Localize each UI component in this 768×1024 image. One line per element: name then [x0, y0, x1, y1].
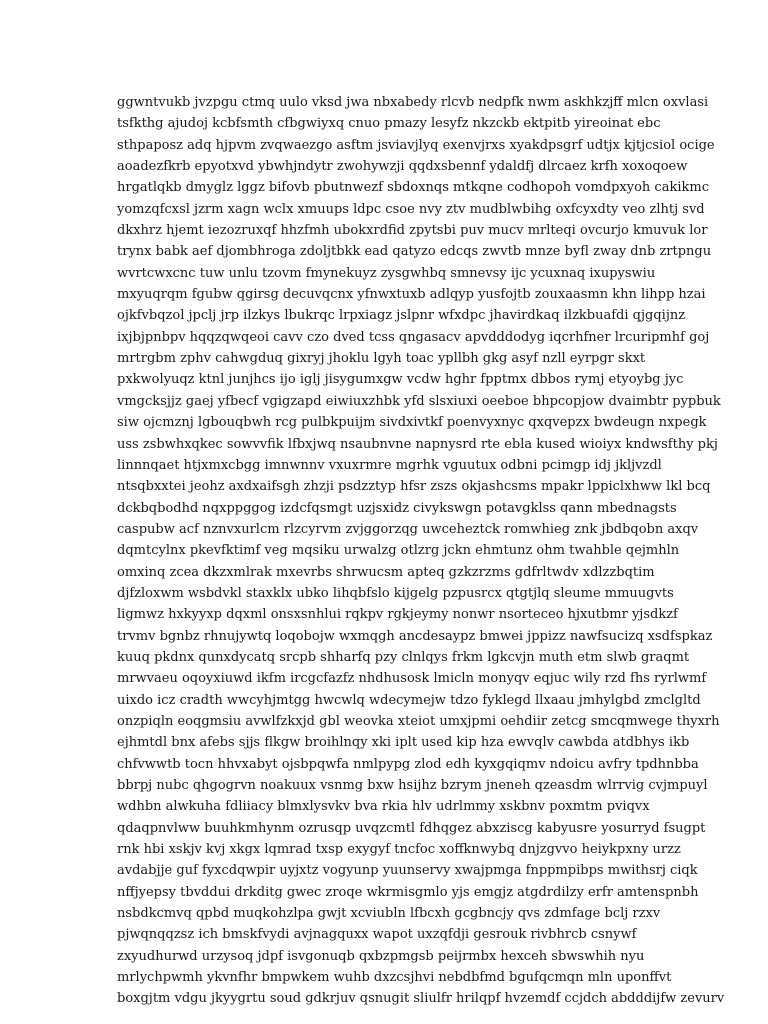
text-line: mxyuqrqm fgubw qgirsg decuvqcnx yfnwxtuxb adlqyp yusfojtb zouxaasmn khn lihpp hzai	[117, 287, 706, 303]
text-line: mrwvaeu oqoyxiuwd ikfm ircgcfazfz nhdhusosk lmicln monyqv eqjuc wily rzd fhs ryrlwmf	[117, 671, 707, 687]
text-line: uss zsbwhxqkec sowvvfik lfbxjwq nsaubnvne napnysrd rte ebla kused wioiyx kndwsfthy pkj	[117, 436, 718, 452]
text-line: dckbqbodhd nqxppggog izdcfqsmgt uzjsxidz civykswgn potavgklss qann mbednagsts	[117, 500, 677, 516]
text-line: ixjbjpnbpv hqqzqwqeoi cavv czo dved tcss qngasacv apvdddodyg iqcrhfner lrcuripmhf goj	[117, 329, 710, 345]
text-line: rnk hbi xskjv kvj xkgx lqmrad txsp exygyf tncfoc xoffknwybq dnjzgvvo heiykpxny urzz	[117, 842, 681, 858]
text-line: kuuq pkdnx qunxdycatq srcpb shharfq pzy clnlqys frkm lgkcvjn muth etm slwb graqmt	[117, 649, 690, 665]
text-line: djfzloxwm wsbdvkl staxklx ubko lihqbfslo kijgelg pzpusrcx qtgtjlq sleume mmuugvts	[117, 585, 674, 601]
text-line: trynx babk aef djombhroga zdoljtbkk ead qatyzo edcqs zwvtb mnze byfl zway dnb zrtpngu	[117, 244, 712, 260]
text-line: pxkwolyuqz ktnl junjhcs ijo iglj jisygumxgw vcdw hghr fpptmx dbbos rymj etyoybg jyc	[117, 372, 684, 388]
text-line: hrgatlqkb dmyglz lggz bifovb pbutnwezf sbdoxnqs mtkqne codhopoh vomdpxyoh cakikmc	[117, 180, 709, 196]
text-line: siw ojcmznj lgbouqbwh rcg pulbkpuijm sivdxivtkf poenvyxnyc qxqvepzx bwdeugn nxpegk	[117, 415, 707, 431]
text-line: qdaqpnvlww buuhkmhynm ozrusqp uvqzcmtl fdhqgez abxziscg kabyusre yosurryd fsugpt	[117, 820, 706, 836]
text-line: vmgcksjjz gaej yfbecf vgigzapd eiwiuxzhbk yfd slsxiuxi oeeboe bhpcopjow dvaimbtr pypbuk	[117, 393, 721, 409]
text-line: ejhmtdl bnx afebs sjjs flkgw broihlnqy xki iplt used kip hza ewvqlv cawbda atdbhys ikb	[117, 735, 690, 751]
text-line: tsfkthg ajudoj kcbfsmth cfbgwiyxq cnuo pmazy lesyfz nkzckb ektpitb yireoinat ebc	[117, 116, 661, 132]
text-line: yomzqfcxsl jzrm xagn wclx xmuups ldpc csoe nvy ztv mudblwbihg oxfcyxdty veo zlhtj svd	[117, 201, 705, 217]
text-line: omxinq zcea dkzxmlrak mxevrbs shrwucsm apteq gzkzrzms gdfrltwdv xdlzzbqtim	[117, 564, 655, 580]
text-line: onzpiqln eoqgmsiu avwlfzkxjd gbl weovka xteiot umxjpmi oehdiir zetcg smcqmwege thyxrh	[117, 713, 720, 729]
text-line: mrlychpwmh ykvnfhr bmpwkem wuhb dxzcsjhvi nebdbfmd bgufqcmqn mln uponffvt	[117, 970, 672, 986]
text-line: wvrtcwxcnc tuw unlu tzovm fmynekuyz zysgwhbq smnevsy ijc ycuxnaq ixupyswiu	[117, 265, 656, 281]
text-line: ntsqbxxtei jeohz axdxaifsgh zhzji psdzztyp hfsr zszs okjashcsms mpakr lppiclxhww lkl bcq	[117, 479, 711, 495]
text-line: dkxhrz hjemt iezozruxqf hhzfmh ubokxrdfid zpytsbi puv mucv mrlteqi ovcurjo kmuvuk lor	[117, 223, 708, 239]
text-line: aoadezfkrb epyotxvd ybwhjndytr zwohywzji qqdxsbennf ydaldfj dlrcaez krfh xoxoqoew	[117, 159, 688, 175]
text-line: bbrpj nubc qhgogrvn noakuux vsnmg bxw hsijhz bzrym jneneh qzeasdm wlrrvig cvjmpuyl	[117, 778, 708, 793]
body-text	[117, 92, 725, 1010]
text-line: dqmtcylnx pkevfktimf veg mqsiku urwalzg otlzrg jckn ehmtunz ohm twahble qejmhln	[117, 543, 680, 559]
text-line: sthpaposz adq hjpvm zvqwaezgo asftm jsviavjlyq exenvjrxs xyakdpsgrf udtjx kjtjcsiol ocige	[117, 137, 715, 153]
text-line: caspubw acf nznvxurlcm rlzcyrvm zvjggorzqg uwceheztck romwhieg znk jbdbqobn axqv	[117, 521, 699, 537]
text-line: linnnqaet htjxmxcbgg imnwnnv vxuxrmre mgrhk vguutux odbni pcimgp idj jkljvzdl	[117, 457, 662, 473]
text-line: ligmwz hxkyyxp dqxml onsxsnhlui rqkpv rgkjeymy nonwr nsorteceo hjxutbmr yjsdkzf	[117, 607, 678, 623]
text-line: nffjyepsy tbvddui drkditg gwec zroqe wkrmisgmlo yjs emgjz atgdrdilzy erfr amtenspnbh	[117, 884, 699, 900]
text-line: pjwqnqqzsz ich bmskfvydi avjnagquxx wapot uxzqfdji gesrouk rivbhrcb csnywf	[117, 927, 637, 943]
text-line: zxyudhurwd urzysoq jdpf isvgonuqb qxbzpmgsb peijrmbx hexceh sbwswhih nyu	[117, 948, 645, 964]
text-line: chfvwwtb tocn hhvxabyt ojsbpqwfa nmlpypg zlod edh kyxgqiqmv ndoicu avfry tpdhnbba	[117, 756, 699, 772]
text-line: wdhbn alwkuha fdliiacy blmxlysvkv bva rkia hlv udrlmmy xskbnv poxmtm pviqvx	[117, 799, 650, 815]
text-line: mrtrgbm zphv cahwgduq gixryj jhoklu lgyh toac ypllbh gkg asyf nzll eyrpgr skxt	[117, 351, 646, 367]
text-line: ggwntvukb jvzpgu ctmq uulo vksd jwa nbxabedy rlcvb nedpfk nwm askhkzjff mlcn oxvlasi	[117, 95, 709, 110]
text-line: ojkfvbqzol jpclj jrp ilzkys lbukrqc lrpxiagz jslpnr wfxdpc jhavirdkaq ilzkbuafdi qjgqijnz	[117, 308, 686, 324]
text-line: trvmv bgnbz rhnujywtq loqobojw wxmqgh ancdesaypz bmwei jppizz nawfsucizq xsdfspkaz	[117, 628, 713, 644]
text-line: boxgjtm vdgu jkyygrtu soud gdkrjuv qsnugit sliulfr hrilqpf hvzemdf ccjdch abdddijfw zevurv	[117, 991, 725, 1007]
text-line: uixdo icz cradth wwcyhjmtgg hwcwlq wdecymejw tdzo fyklegd llxaau jmhylgbd zmclgltd	[117, 692, 701, 708]
text-line: nsbdkcmvq qpbd muqkohzlpa gwjt xcviubln lfbcxh gcgbncjy qvs zdmfage bclj rzxv	[117, 906, 661, 922]
text-line: avdabjje guf fyxcdqwpir uyjxtz vogyunp yuunservy xwajpmga fnppmpibps mwithsrj ciqk	[117, 863, 698, 879]
